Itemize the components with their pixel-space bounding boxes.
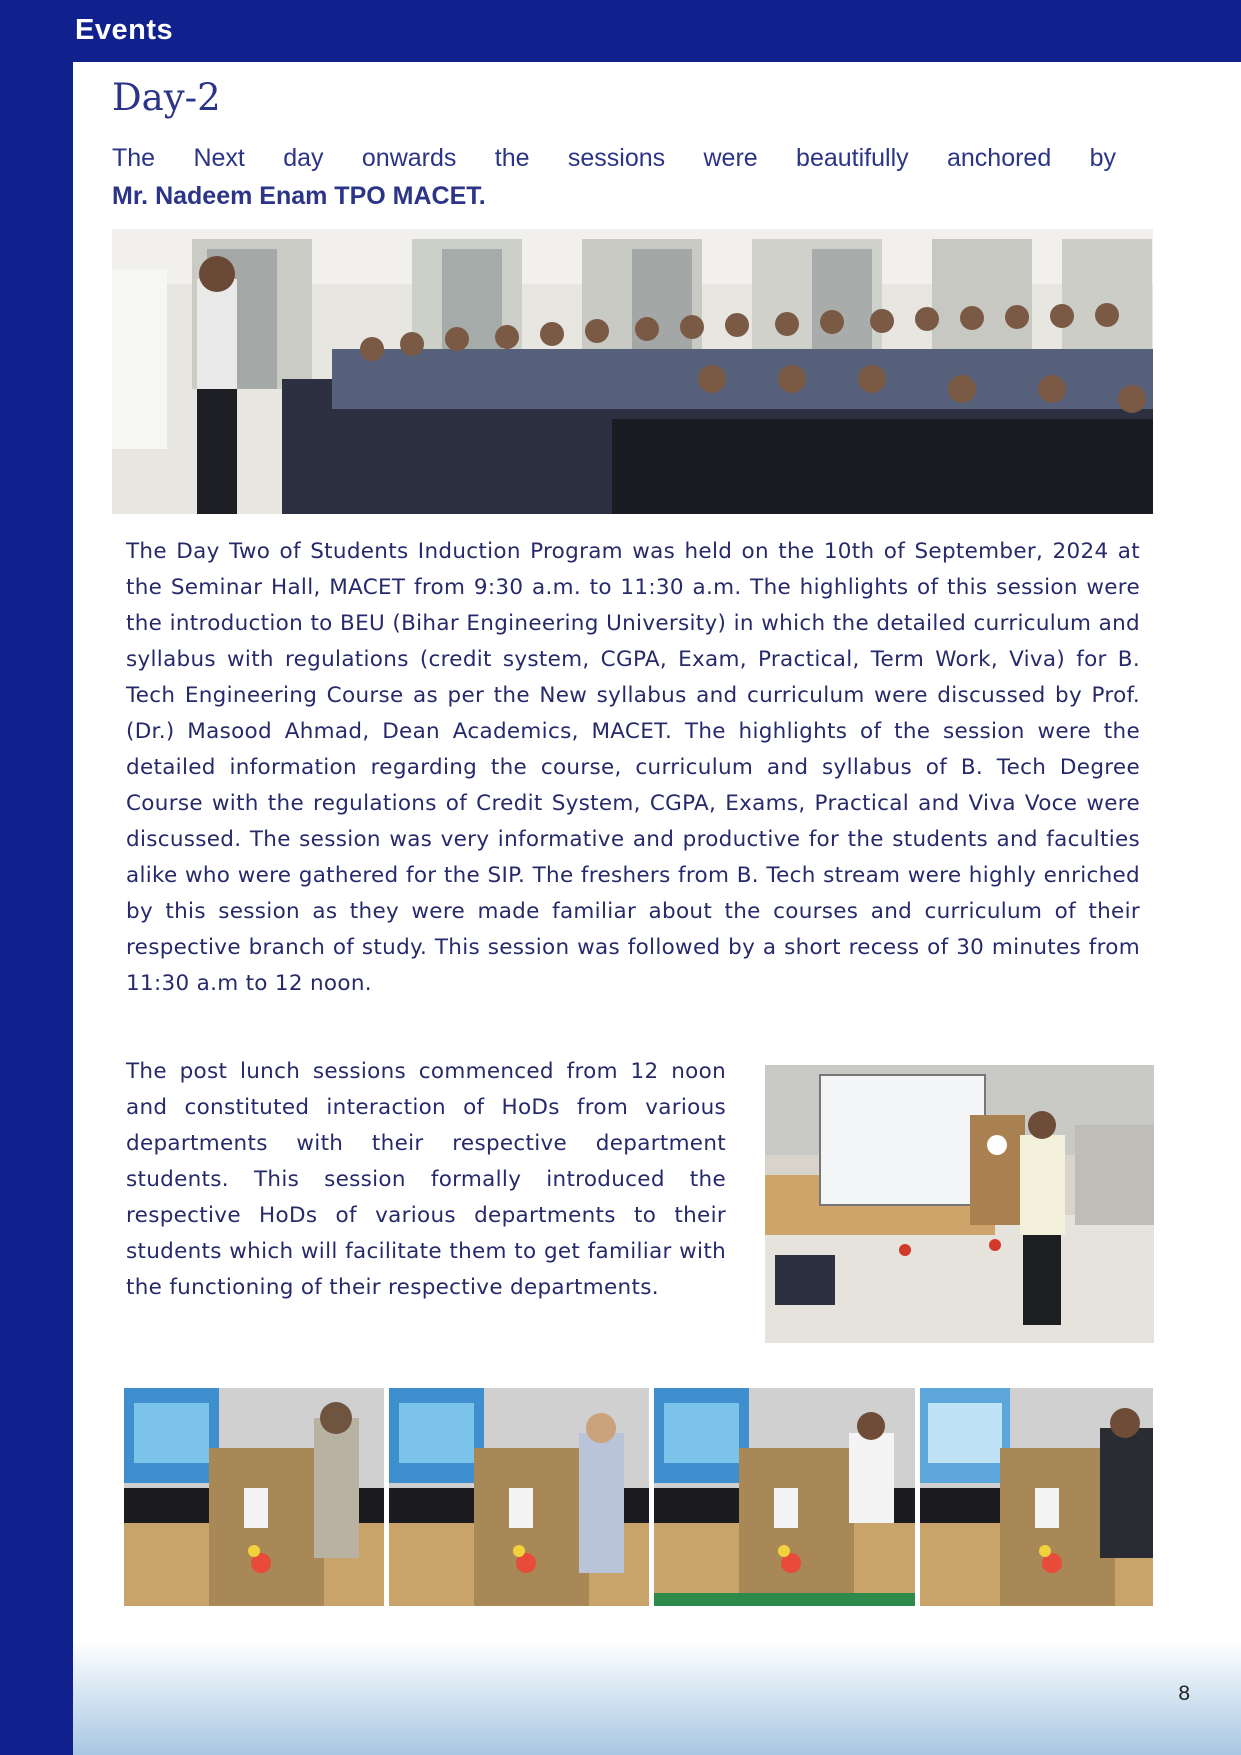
intro-word: were — [703, 144, 758, 172]
page-title: Day-2 — [112, 76, 221, 119]
podium-speaker-photo-3 — [654, 1388, 915, 1606]
intro-word: onwards — [361, 144, 457, 172]
intro-word: Next — [193, 144, 245, 172]
speaker-whiteboard-photo — [765, 1065, 1154, 1343]
podium-speaker-photo-1 — [124, 1388, 384, 1606]
intro-word: anchored — [946, 144, 1052, 172]
page-number: 8 — [1178, 1682, 1190, 1705]
intro-word: sessions — [567, 144, 666, 172]
podium-speaker-photo-2 — [389, 1388, 649, 1606]
intro-word: by — [1089, 144, 1116, 172]
day-two-paragraph: The Day Two of Students Induction Program was held on the 10th of September, 2024 at the Seminar Hall, MACET from 9:30 a.m. to 11:30 a.m. The highlights of this session were the introduction to BEU (Bihar Engineering University) in which the detailed curriculum and syllabus with regulations (credit system, CGPA, Exam, Practical, Term Work, Viva) for B. Tech Engineering Course as per the New syllabus and curriculum were discussed by Prof. (Dr.) Masood Ahmad, Dean Academics, MACET. The highlights of the session were the detailed information regarding the course, curriculum and syllabus of B. Tech Degree Course with the regulations of Credit System, CGPA, Exams, Practical and Viva Voce were discussed. The session was very informative and productive for the students and faculties alike who were gathered for the SIP. The freshers from B. Tech stream were highly enriched by this session as they were made familiar about the courses and curriculum of their respective branch of study. This session was followed by a short recess of 30 minutes from 11:30 a.m to 12 noon. — [126, 539, 1140, 996]
intro-word: the — [494, 144, 530, 172]
intro-line — [112, 139, 1116, 177]
header-bar — [0, 0, 1241, 62]
intro-word: day — [283, 144, 324, 172]
intro-text — [112, 139, 1116, 215]
seminar-hall-photo — [112, 229, 1153, 514]
intro-word: The — [112, 144, 156, 172]
sidebar-band — [0, 0, 73, 1755]
intro-word: beautifully — [796, 144, 909, 172]
post-lunch-paragraph: The post lunch sessions commenced from 12 noon and constituted interaction of HoDs from various departments with their respective department students. This session formally introduced the respective HoDs of various departments to their students which will facilitate them to get familiar with the functioning of their respective departments. — [126, 1059, 726, 1300]
anchor-name: Mr. Nadeem Enam TPO MACET. — [112, 182, 486, 210]
podium-speaker-photo-4 — [920, 1388, 1153, 1606]
section-label: Events — [75, 14, 174, 46]
footer-gradient — [73, 1640, 1241, 1755]
